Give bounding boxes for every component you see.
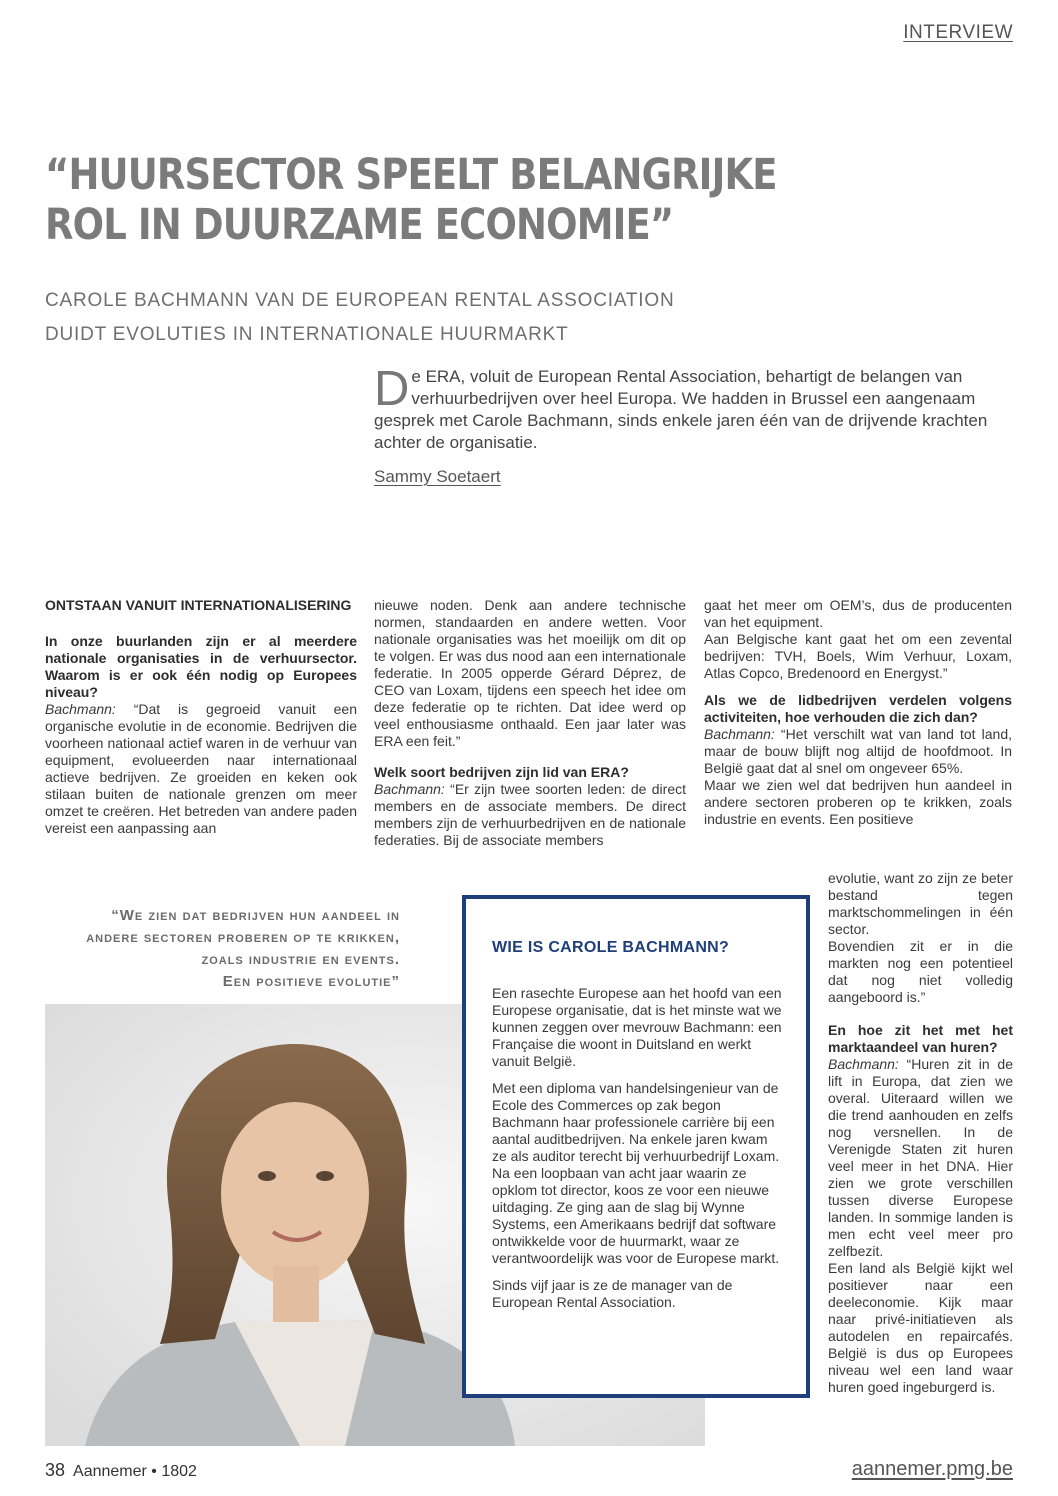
article-column-2 (374, 597, 686, 849)
headline-line-1: “HUURSECTOR SPEELT BELANGRIJKE (45, 150, 777, 200)
magazine-issue: Aannemer • 1802 (73, 1463, 197, 1480)
article-column-3 (704, 597, 1012, 828)
section-tag: INTERVIEW (903, 22, 1013, 43)
sidebar-paragraph-2: Met een diploma van handelsingenieur van de Ecole des Commerces op zak begon Bachmann haar professionele carrière bij een aantal auditbedrijven. Na enkele jaren kwam ze als auditor terecht bij verhuurbedrijf Loxam. Na een loopbaan van acht jaar waarin ze opklom tot director, koos ze voor een nieuwe uitdaging. Ze ging aan de slag bij Wynne Systems, een Amerikaans bedrijf dat software ontwikkelde voor de huurmarkt, waar ze verantwoordelijk was voor de Europese markt. (492, 1080, 780, 1266)
answer-2a: Bachmann: “Er zijn twee soorten leden: de direct members en de associate members. De direct members zijn de verhuurbedrijven en de nationale federaties. Bij de associate members (374, 781, 686, 848)
question-4: En hoe zit het met het marktaandeel van huren? (828, 1022, 1013, 1055)
article-column-1 (45, 597, 357, 837)
speaker-label: Bachmann: (828, 1056, 899, 1072)
answer-3c: evolutie, want zo zijn ze beter bestand tegen marktschommelingen in één sector. (828, 870, 1013, 937)
drop-cap: D (374, 362, 410, 416)
answer-4b: Een land als België kijkt wel positiever naar een deeleconomie. Kijk maar naar privé-initiatieven als autodelen en repaircafés. België is dus op Europees niveau wel een land waar huren goed ingeburgerd is. (828, 1260, 1013, 1395)
question-2: Welk soort bedrijven zijn lid van ERA? (374, 764, 629, 780)
headline-line-2: ROL IN DUURZAME ECONOMIE” (45, 200, 674, 250)
subheading (45, 284, 674, 352)
pull-quote: “We zien dat bedrijven hun aandeel in andere sectoren proberen op te krikken, zoals industrie en events. Een positieve evolutie” (86, 907, 400, 990)
speaker-label: Bachmann: (45, 701, 116, 717)
article-column-3-narrow (828, 870, 1013, 1396)
question-3: Als we de lidbedrijven verdelen volgens activiteiten, hoe verhouden die zich dan? (704, 692, 1012, 725)
answer-1b: nieuwe noden. Denk aan andere technische normen, standaarden en andere wetten. Voor nationale organisaties was het moeilijk om dit op te volgen. Er was dus nood aan een internationale federatie. In 2005 opperde Gérard Déprez, de CEO van Loxam, tijdens een speech het idee om deze federatie op te richten. Dat idee werd op veel enthousiasme onthaald. Een jaar later was ERA een feit.” (374, 597, 686, 749)
website-link[interactable]: aannemer.pmg.be (851, 1458, 1013, 1480)
question-1: In onze buurlanden zijn er al meerdere nationale organisaties in de verhuursector. Waarom is er ook één nodig op Europees niveau? (45, 633, 357, 700)
subheading-line-1: CAROLE BACHMANN VAN DE EUROPEAN RENTAL ASSOCIATION (45, 290, 675, 311)
speaker-label: Bachmann: (374, 781, 445, 797)
sidebar-title: WIE IS CAROLE BACHMANN? (492, 939, 730, 956)
byline: Sammy Soetaert (374, 467, 501, 486)
sidebar-box (462, 895, 810, 1398)
answer-4a: Bachmann: “Huren zit in de lift in Europa, dat zien we overal. Uiteraard willen we die trend aanhouden en zelfs nog versnellen. In de Verenigde Staten zit huren veel meer in het DNA. Hier zien we grote verschillen tussen diverse Europese landen. In sommige landen is men echt veel meer pro zelfbezit. (828, 1056, 1013, 1259)
answer-3a: Bachmann: “Het verschilt wat van land tot land, maar de bouw blijft nog altijd de hoofdmoot. In België gaat dat al snel om ongeveer 65%. (704, 726, 1012, 776)
page-number: 38 (45, 1460, 66, 1480)
speaker-label: Bachmann: (704, 726, 775, 742)
sidebar-body (492, 985, 784, 1321)
intro-text: e ERA, voluit de European Rental Association, behartigt de belangen van verhuurbedrijven over heel Europa. We hadden in Brussel een aangenaam gesprek met Carole Bachmann, sinds enkele jaren één van de drijvende krachten achter de organisatie. (374, 367, 988, 452)
section-heading: ONTSTAAN VANUIT INTERNATIONALISERING (45, 597, 352, 613)
answer-1a: Bachmann: “Dat is gegroeid vanuit een organische evolutie in de economie. Bedrijven die voorheen nationaal actief waren in de verhuur van equipment, evolueerden naar internationaal actieve bedrijven. Ze groeiden en keken ook stilaan buiten de nationale grenzen om meer omzet te creëren. Het betreden van andere paden vereist een aanpassing aan (45, 701, 357, 836)
answer-3b: Maar we zien wel dat bedrijven hun aandeel in andere sectoren proberen op te krikken, zoals industrie en events. Een positieve (704, 777, 1012, 827)
subheading-line-2: DUIDT EVOLUTIES IN INTERNATIONALE HUURMARKT (45, 324, 569, 345)
answer-3d: Bovendien zit er in die markten nog een potentieel dat nog niet volledig aangeboord is.” (828, 938, 1013, 1005)
answer-2c: Aan Belgische kant gaat het om een zevental bedrijven: TVH, Boels, Wim Verhuur, Loxam, Atlas Copco, Bredenoord en Energyst.” (704, 631, 1012, 681)
headline (45, 150, 871, 250)
page-footer (45, 1460, 197, 1481)
answer-2b: gaat het meer om OEM’s, dus de producenten van het equipment. (704, 597, 1012, 630)
sidebar-paragraph-3: Sinds vijf jaar is ze de manager van de European Rental Association. (492, 1277, 733, 1310)
intro-paragraph (374, 362, 996, 454)
sidebar-paragraph-1: Een rasechte Europese aan het hoofd van een Europese organisatie, dat is het minste wat we kunnen zeggen over mevrouw Bachmann: een Française die woont in Duitsland en werkt vanuit België. (492, 985, 782, 1069)
